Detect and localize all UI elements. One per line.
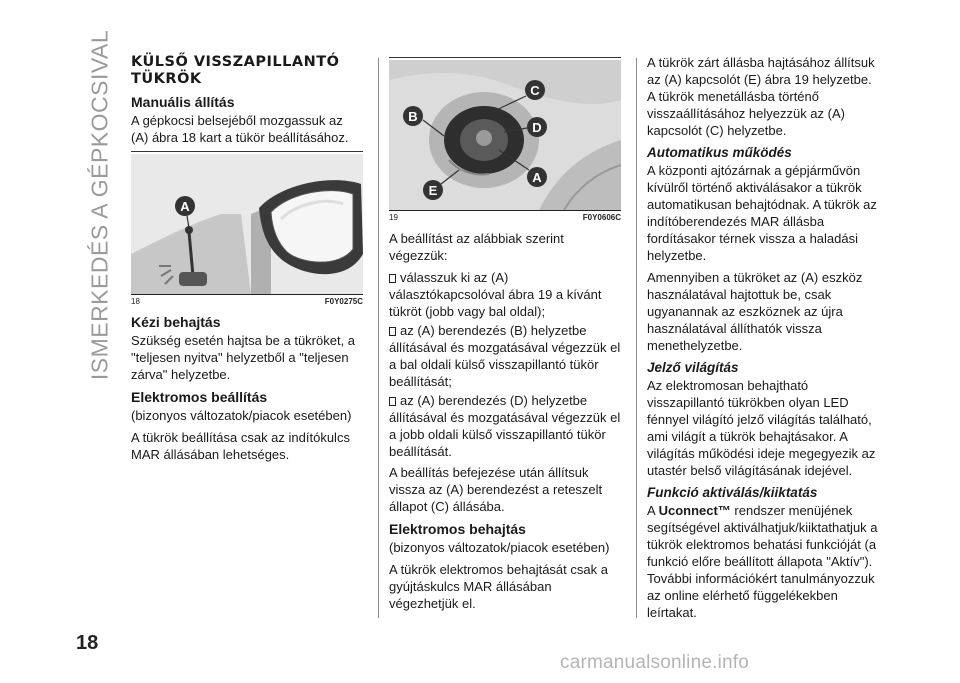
page-number: 18 bbox=[76, 632, 99, 654]
figure-19-label-b: B bbox=[408, 109, 418, 124]
signal-light-text: Az elektromosan behajtható visszapillantó tükrökben olyan LED fénnyel világító jelző világítás található, ami világít a tükrök behajtásakor. A világítás működési ideje megegyezik az utastér belső világításának idejével. bbox=[647, 378, 876, 478]
section-title: KÜLSŐ VISSZAPILLANTÓ TÜKRÖK bbox=[131, 54, 340, 87]
figure-19-caption bbox=[389, 213, 621, 222]
signal-light-heading: Jelző világítás bbox=[647, 360, 739, 375]
figure-19-label-e: E bbox=[428, 183, 438, 198]
manual-adjust-heading: Manuális állítás bbox=[131, 94, 235, 110]
manual-adjust-text: A gépkocsi belsejéből mozgassuk az (A) ábra 18 kart a tükör beállításához. bbox=[131, 113, 349, 145]
fold-instructions-text: A tükrök zárt állásba hajtásához állítsuk az (A) kapcsolót (E) ábra 19 helyzetbe. A tükrök menetállásba történő visszaállításához helyezzük az (A) kapcsolót (C) helyzetbe. bbox=[647, 55, 875, 138]
electric-adjust-subtitle: (bizonyos változatok/piacok esetében) bbox=[131, 408, 352, 423]
figure-18-label-a: A bbox=[180, 199, 190, 214]
electric-adjust-heading: Elektromos beállítás bbox=[131, 389, 268, 405]
section-side-tab-text: ISMERKEDÉS A GÉPKOCSIVAL bbox=[86, 29, 113, 381]
figure-19-label-a: A bbox=[532, 170, 542, 185]
auto-operation-heading: Automatikus működés bbox=[647, 145, 792, 160]
section-side-tab bbox=[80, 29, 120, 381]
column-divider-1 bbox=[378, 58, 379, 618]
column-2 bbox=[389, 50, 621, 617]
list-item: az (A) berendezés (D) helyzetbe állításával és mozgatásával végezzük el a jobb oldali külső visszapillantó tükör beállítását. bbox=[389, 393, 621, 459]
electric-fold-text: A tükrök elektromos behajtását csak a gyújtáskulcs MAR állásában végezhetjük el. bbox=[389, 562, 608, 611]
figure-18 bbox=[131, 154, 363, 295]
function-toggle-heading: Funkció aktiválás/kiiktatás bbox=[647, 485, 818, 500]
checkbox-bullet-icon bbox=[389, 274, 396, 283]
auto-operation-text-2: Amennyiben a tükröket az (A) eszköz használatával hajtottuk be, csak ugyanannak az eszköznek az újra használatával állíthatók vissza menethelyzetbe. bbox=[647, 270, 863, 353]
figure-18-number: 18 bbox=[131, 297, 140, 306]
electric-fold-heading: Elektromos behajtás bbox=[389, 521, 526, 537]
figure-18-top-rule bbox=[131, 151, 363, 152]
mirror-lever-illustration bbox=[131, 154, 363, 294]
checkbox-bullet-icon bbox=[389, 397, 396, 406]
list-item: az (A) berendezés (B) helyzetbe állításával és mozgatásával végezzük el a bal oldali külső visszapillantó tükör beállítását; bbox=[389, 323, 621, 389]
electric-adjust-text: A tükrök beállítása csak az indítókulcs MAR állásában lehetséges. bbox=[131, 430, 350, 462]
figure-19-code: F0Y0606C bbox=[582, 213, 621, 222]
figure-19 bbox=[389, 60, 621, 211]
electric-fold-subtitle: (bizonyos változatok/piacok esetében) bbox=[389, 540, 610, 555]
figure-19-top-rule bbox=[389, 57, 621, 58]
manual-fold-text: Szükség esetén hajtsa be a tükröket, a "teljesen nyitva" helyzetből a "teljesen zárva" helyzetbe. bbox=[131, 333, 356, 382]
auto-operation-text-1: A központi ajtózárnak a gépjárművön kívülről történő aktiválásakor a tükrök automatikusan behajtódnak. A tükrök az indítóberendezés MAR állásba fordításakor térnek vissza a haladási helyzetbe. bbox=[647, 163, 877, 263]
mirror-switch-illustration bbox=[389, 60, 621, 210]
procedure-after-text: A beállítás befejezése után állítsuk vissza az (A) berendezést a reteszelt állapot (C) állásába. bbox=[389, 465, 603, 514]
procedure-intro: A beállítást az alábbiak szerint végezzük: bbox=[389, 231, 564, 263]
checkbox-bullet-icon bbox=[389, 327, 396, 336]
list-item: válasszuk ki az (A) választókapcsolóval ábra 19 a kívánt tükröt (jobb vagy bal oldal); bbox=[389, 270, 602, 319]
column-3 bbox=[647, 50, 879, 626]
column-divider-2 bbox=[636, 58, 637, 618]
function-toggle-text: A Uconnect™ rendszer menüjének segítségével aktiválhatjuk/kiiktathatjuk a tükrök elektromos behatási funkcióját (a funkció előre beállított állapota "Aktív"). További információkért tanulmányozzuk az online elérhető függelékekben leírtakat. bbox=[647, 503, 878, 620]
watermark: carmanualsonline.info bbox=[560, 652, 750, 673]
figure-19-label-d: D bbox=[532, 120, 542, 135]
manual-fold-heading: Kézi behajtás bbox=[131, 314, 221, 330]
figure-19-number: 19 bbox=[389, 213, 398, 222]
figure-18-caption bbox=[131, 297, 363, 306]
figure-19-label-c: C bbox=[530, 83, 540, 98]
column-1 bbox=[131, 50, 363, 468]
figure-18-code: F0Y0275C bbox=[324, 297, 363, 306]
uconnect-brand: Uconnect™ bbox=[658, 503, 731, 518]
